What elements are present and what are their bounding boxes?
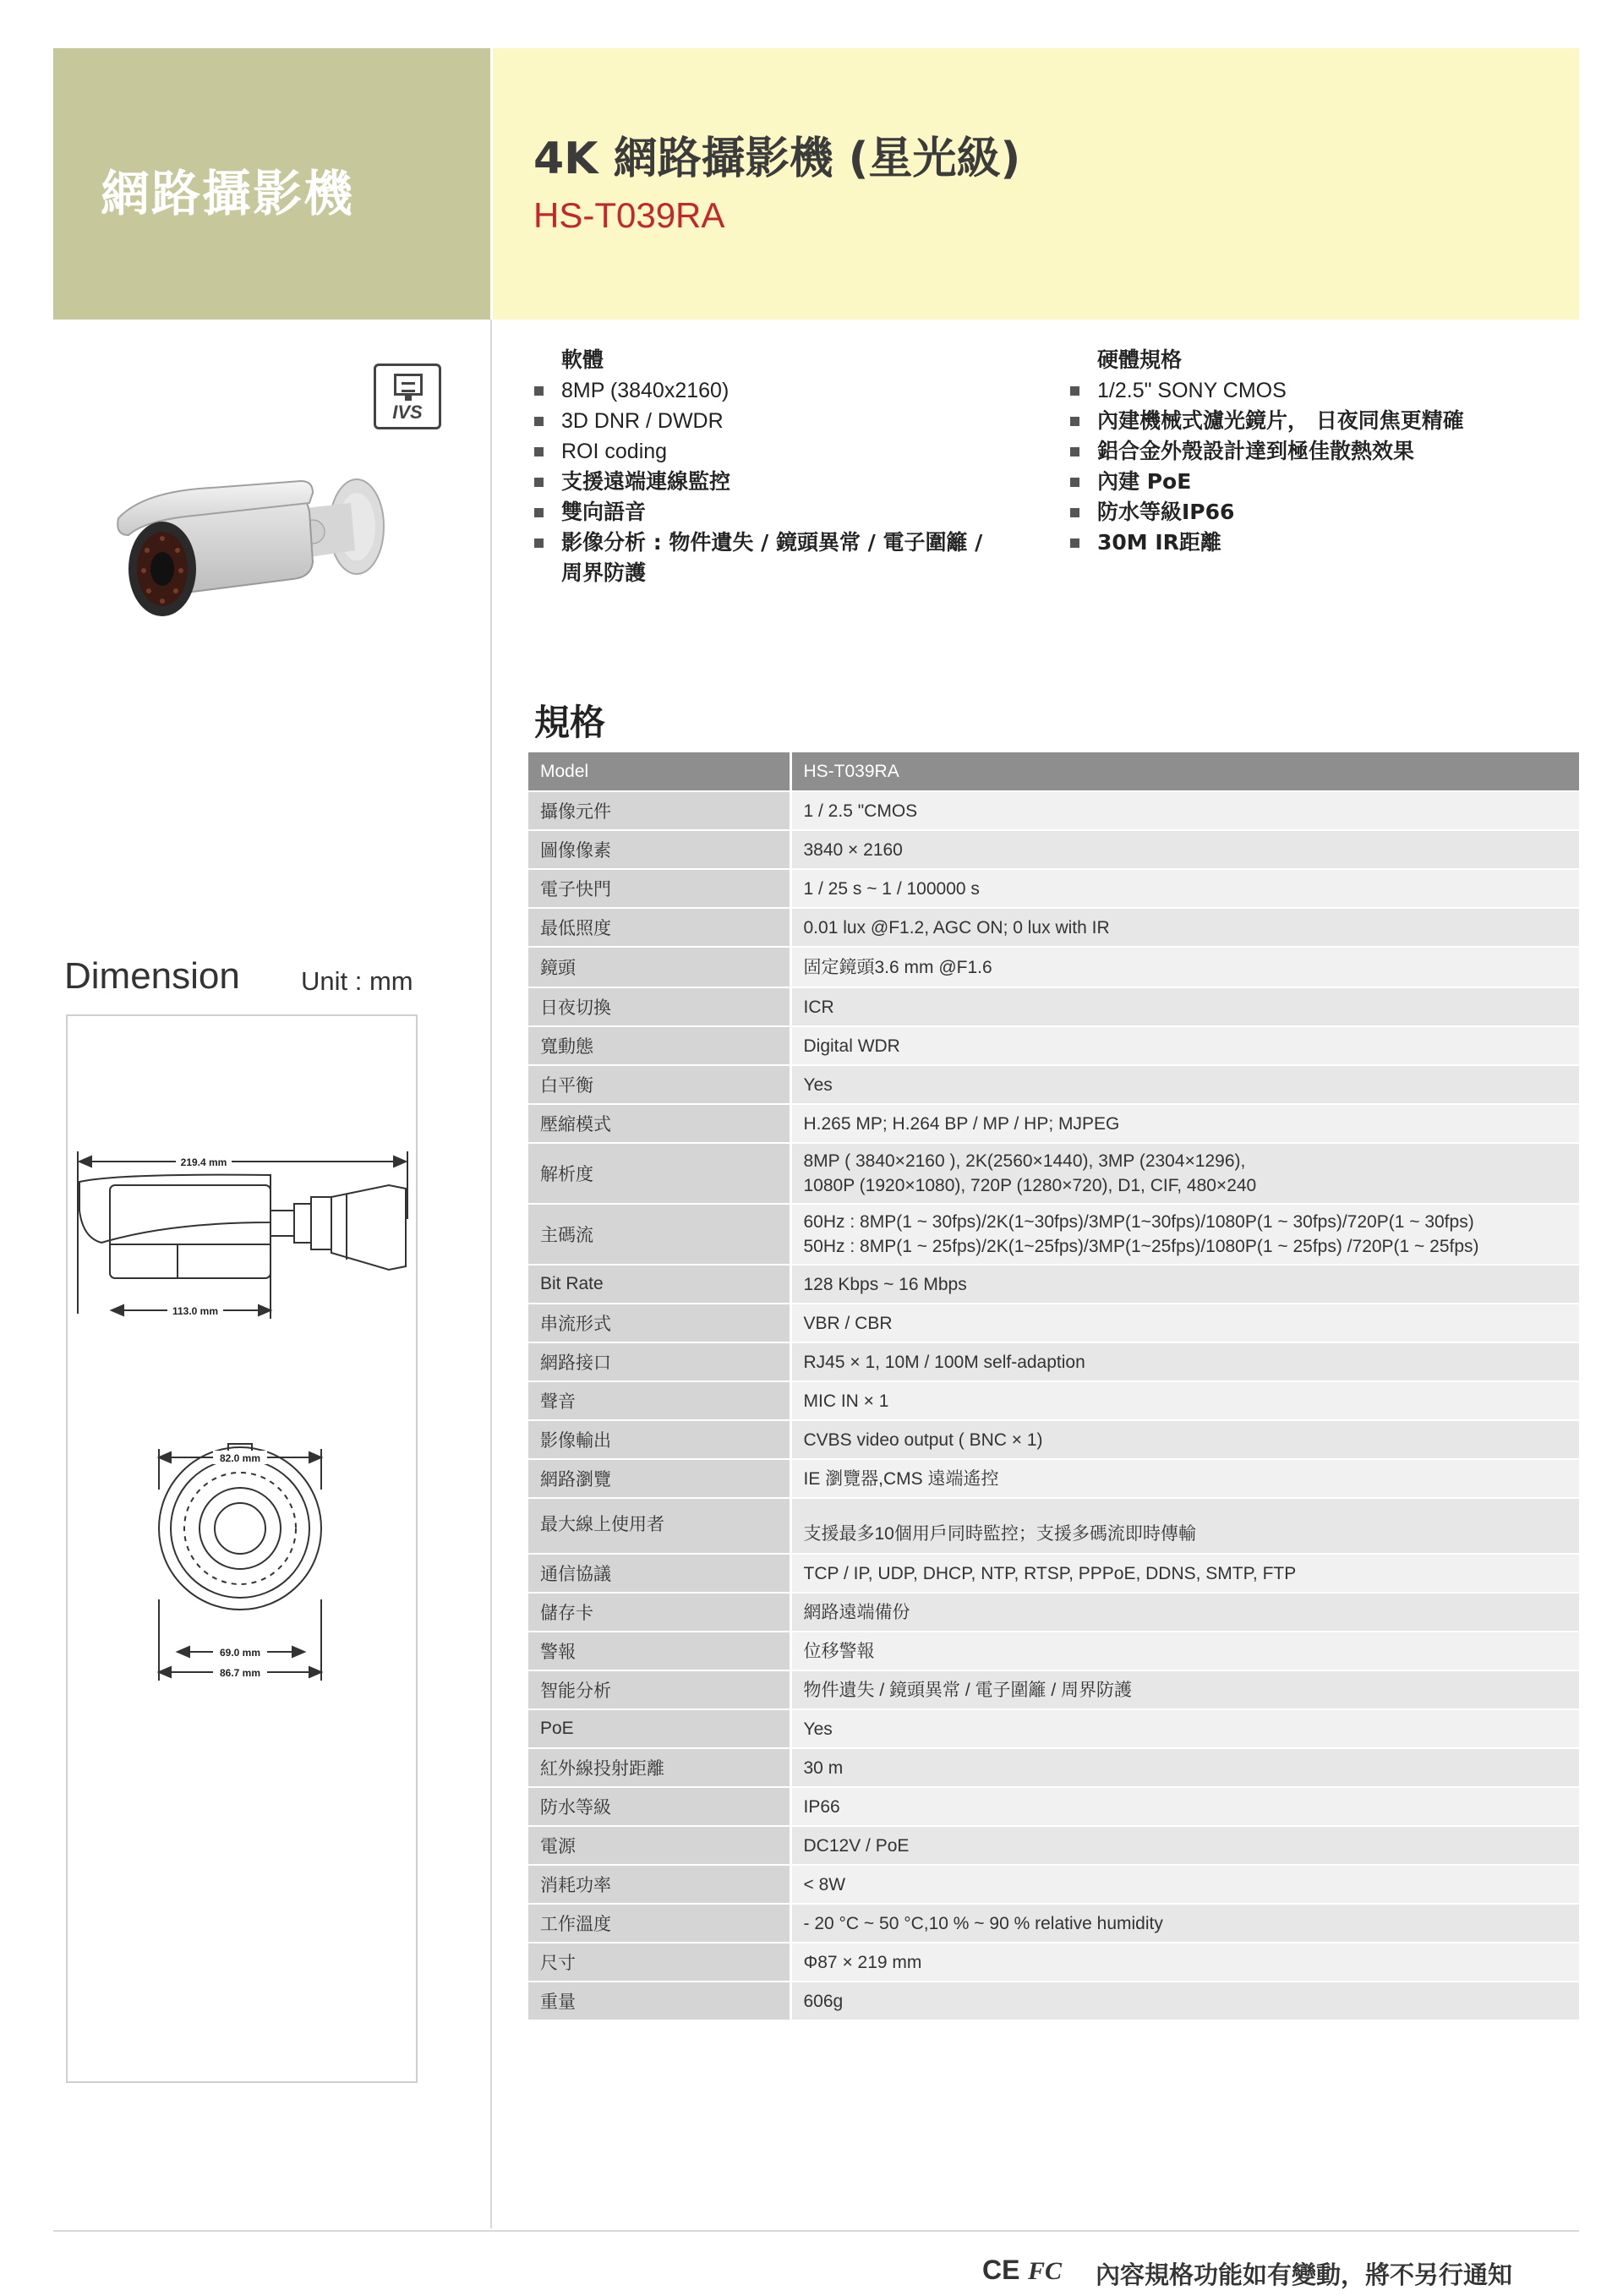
spec-value — [790, 1865, 1579, 1904]
spec-key: 儲存卡 — [528, 1593, 790, 1632]
spec-value — [790, 908, 1579, 947]
spec-value — [790, 1143, 1579, 1204]
spec-value-line: 支援最多10個用戶同時監控；支援多碼流即時傳輸 — [803, 1524, 1196, 1544]
spec-key: 網路瀏覽 — [528, 1459, 790, 1498]
spec-key: 消耗功率 — [528, 1865, 790, 1904]
spec-value — [790, 947, 1579, 987]
spec-value-line: Φ87 × 219 mm — [803, 1952, 922, 1972]
spec-key: 最低照度 — [528, 908, 790, 947]
dim-label-outer: 86.7 mm — [219, 1667, 261, 1679]
spec-value-line: 固定鏡頭3.6 mm @F1.6 — [803, 957, 992, 977]
spec-key: 網路接口 — [528, 1342, 790, 1381]
product-model: HS-T039RA — [533, 195, 725, 235]
spec-value-line: 網路遠端備份 — [803, 1602, 910, 1622]
feature-item: 內建機械式濾光鏡片， 日夜同焦更精確 — [1068, 406, 1576, 436]
spec-row — [528, 1787, 1579, 1826]
spec-value — [790, 1982, 1579, 2020]
spec-key: 主碼流 — [528, 1204, 790, 1265]
spec-key: 影像輸出 — [528, 1420, 790, 1459]
dimension-unit: Unit : mm — [301, 966, 413, 996]
feature-item: 8MP (3840x2160) — [533, 375, 1023, 406]
spec-value — [790, 1342, 1579, 1381]
spec-value — [790, 1420, 1579, 1459]
ce-mark: CE — [982, 2255, 1020, 2285]
spec-value — [790, 1593, 1579, 1632]
spec-value-line: 物件遺失 / 鏡頭異常 / 電子圍籬 / 周界防護 — [803, 1680, 1133, 1700]
dimension-svg — [68, 1016, 419, 2085]
spec-row — [528, 830, 1579, 869]
spec-value-line: < 8W — [803, 1874, 846, 1894]
feature-item: 影像分析 : 物件遺失 / 鏡頭異常 / 電子圍籬 / — [533, 528, 1023, 558]
spec-value-line: 位移警報 — [803, 1641, 875, 1661]
spec-value-line: Digital WDR — [803, 1036, 900, 1056]
spec-value-line: 1080P (1920×1080), 720P (1280×720), D1, CIF, 480×240 — [803, 1176, 1257, 1195]
spec-value — [790, 1943, 1579, 1982]
spec-row — [528, 1026, 1579, 1065]
spec-value-line: DC12V / PoE — [803, 1835, 910, 1856]
dimension-drawing — [66, 1014, 418, 2083]
spec-value — [790, 1748, 1579, 1787]
spec-key: 壓縮模式 — [528, 1104, 790, 1143]
spec-value-line: RJ45 × 1, 10M / 100M self-adaption — [803, 1352, 1085, 1372]
spec-row — [528, 1748, 1579, 1787]
spec-value — [790, 1498, 1579, 1554]
spec-key: 智能分析 — [528, 1670, 790, 1709]
dim-label-length: 219.4 mm — [180, 1156, 227, 1168]
spec-row — [528, 1709, 1579, 1748]
product-banner — [493, 48, 1579, 320]
spec-value — [790, 1104, 1579, 1143]
spec-value-line: MIC IN × 1 — [803, 1391, 889, 1411]
feature-item-continued: 周界防護 — [561, 560, 647, 585]
spec-value — [790, 1904, 1579, 1943]
spec-value-line: ICR — [803, 997, 834, 1017]
dimension-title: Dimension — [64, 955, 240, 997]
spec-value-line: IP66 — [803, 1796, 840, 1817]
spec-row — [528, 1670, 1579, 1709]
spec-row — [528, 1420, 1579, 1459]
spec-value-line: 8MP ( 3840×2160 ), 2K(2560×1440), 3MP (2304×1296), — [803, 1151, 1246, 1171]
spec-value — [790, 1554, 1579, 1593]
product-title: 4K 網路攝影機 (星光級) — [533, 134, 1021, 184]
spec-row — [528, 1982, 1579, 2020]
spec-value — [790, 752, 1579, 791]
camera-product-image — [110, 469, 397, 638]
spec-key: 解析度 — [528, 1143, 790, 1204]
spec-value-line: H.265 MP; H.264 BP / MP / HP; MJPEG — [803, 1113, 1120, 1134]
ivs-monitor-icon — [374, 364, 441, 429]
spec-row — [528, 752, 1579, 791]
spec-value-line: 0.01 lux @F1.2, AGC ON; 0 lux with IR — [803, 917, 1110, 938]
hardware-features — [1068, 345, 1576, 558]
column-divider — [490, 320, 492, 2228]
spec-value — [790, 1459, 1579, 1498]
spec-key: 白平衡 — [528, 1065, 790, 1104]
spec-key: 通信協議 — [528, 1554, 790, 1593]
spec-key: 聲音 — [528, 1381, 790, 1420]
spec-value — [790, 1381, 1579, 1420]
spec-key: 圖像像素 — [528, 830, 790, 869]
spec-key: 電源 — [528, 1826, 790, 1865]
feature-item: ROI coding — [533, 436, 1023, 467]
spec-value — [790, 1787, 1579, 1826]
spec-key: 防水等級 — [528, 1787, 790, 1826]
footer-note: 內容規格功能如有變動，將不另行通知 — [1096, 2260, 1513, 2289]
hardware-heading: 硬體規格 — [1097, 347, 1183, 372]
spec-value-line: 30 m — [803, 1758, 844, 1778]
spec-row — [528, 1143, 1579, 1204]
software-heading: 軟體 — [561, 347, 604, 372]
spec-value — [790, 1632, 1579, 1670]
spec-row — [528, 869, 1579, 908]
spec-value-line: 3840 × 2160 — [803, 839, 903, 860]
dim-label-body: 113.0 mm — [172, 1305, 219, 1317]
feature-item: 內建 PoE — [1068, 467, 1576, 497]
spec-key: 警報 — [528, 1632, 790, 1670]
footer-divider — [53, 2230, 1579, 2232]
spec-value-line: 60Hz : 8MP(1 ~ 30fps)/2K(1~30fps)/3MP(1~30fps)/1080P(1 ~ 30fps)/720P(1 ~ 30fps) — [803, 1212, 1474, 1232]
feature-item: 3D DNR / DWDR — [533, 406, 1023, 436]
category-title: 網路攝影機 — [101, 165, 355, 222]
spec-key: 寬動態 — [528, 1026, 790, 1065]
spec-key: 電子快門 — [528, 869, 790, 908]
spec-row — [528, 1342, 1579, 1381]
feature-item: 防水等級IP66 — [1068, 497, 1576, 528]
spec-key: PoE — [528, 1709, 790, 1748]
spec-value-line: Yes — [803, 1074, 833, 1095]
spec-row — [528, 1065, 1579, 1104]
spec-row — [528, 791, 1579, 830]
spec-row — [528, 1204, 1579, 1265]
spec-value-line: 606g — [803, 1991, 844, 2011]
spec-row — [528, 947, 1579, 987]
spec-value — [790, 791, 1579, 830]
feature-item: 1/2.5" SONY CMOS — [1068, 375, 1576, 406]
spec-value-line: 1 / 25 s ~ 1 / 100000 s — [803, 878, 980, 899]
spec-row — [528, 1381, 1579, 1420]
spec-key: 攝像元件 — [528, 791, 790, 830]
spec-key: 紅外線投射距離 — [528, 1748, 790, 1787]
spec-table — [528, 752, 1579, 2021]
spec-value-line: HS-T039RA — [803, 762, 899, 781]
spec-value-line: 1 / 2.5 "CMOS — [803, 801, 918, 821]
spec-row — [528, 1304, 1579, 1342]
spec-value — [790, 1204, 1579, 1265]
spec-value — [790, 1670, 1579, 1709]
spec-row — [528, 1865, 1579, 1904]
spec-row — [528, 1904, 1579, 1943]
spec-row — [528, 1826, 1579, 1865]
spec-row — [528, 1632, 1579, 1670]
spec-key: 鏡頭 — [528, 947, 790, 987]
spec-key: 日夜切換 — [528, 987, 790, 1026]
spec-row — [528, 1459, 1579, 1498]
spec-row — [528, 1265, 1579, 1304]
ce-fcc-mark-icon — [981, 2252, 1082, 2286]
spec-row — [528, 1943, 1579, 1982]
software-features — [533, 345, 1023, 588]
dim-label-front-width: 82.0 mm — [219, 1452, 261, 1464]
spec-value-line: CVBS video output ( BNC × 1) — [803, 1430, 1043, 1450]
spec-value — [790, 1826, 1579, 1865]
spec-value — [790, 1304, 1579, 1342]
spec-row — [528, 1554, 1579, 1593]
spec-value — [790, 1709, 1579, 1748]
spec-key: Bit Rate — [528, 1265, 790, 1304]
feature-item: 雙向語音 — [533, 497, 1023, 528]
feature-item: 鋁合金外殼設計達到極佳散熱效果 — [1068, 436, 1576, 467]
spec-key: Model — [528, 752, 790, 791]
side-view-drawing — [78, 1151, 407, 1319]
spec-value — [790, 830, 1579, 869]
spec-value-line: 128 Kbps ~ 16 Mbps — [803, 1274, 967, 1294]
feature-item: 30M IR距離 — [1068, 528, 1576, 558]
spec-row — [528, 1498, 1579, 1554]
spec-value — [790, 1026, 1579, 1065]
spec-value — [790, 869, 1579, 908]
spec-key: 串流形式 — [528, 1304, 790, 1342]
spec-value-line: VBR / CBR — [803, 1313, 893, 1333]
spec-heading: 規格 — [534, 702, 606, 743]
spec-value — [790, 1265, 1579, 1304]
spec-key: 工作溫度 — [528, 1904, 790, 1943]
spec-value-line: - 20 °C ~ 50 °C,10 % ~ 90 % relative humidity — [803, 1913, 1163, 1933]
spec-value-line: IE 瀏覽器,CMS 遠端遙控 — [803, 1468, 999, 1489]
spec-value-line: Yes — [803, 1719, 833, 1739]
spec-value — [790, 1065, 1579, 1104]
spec-row — [528, 987, 1579, 1026]
spec-value-line: TCP / IP, UDP, DHCP, NTP, RTSP, PPPoE, DDNS, SMTP, FTP — [803, 1563, 1297, 1583]
spec-value — [790, 987, 1579, 1026]
spec-row — [528, 1104, 1579, 1143]
category-banner — [53, 48, 490, 320]
spec-value-line: 50Hz : 8MP(1 ~ 25fps)/2K(1~25fps)/3MP(1~25fps)/1080P(1 ~ 25fps) /720P(1 ~ 25fps) — [803, 1237, 1479, 1256]
spec-row — [528, 908, 1579, 947]
feature-item: 支援遠端連線監控 — [533, 467, 1023, 497]
spec-key: 重量 — [528, 1982, 790, 2020]
spec-key: 最大線上使用者 — [528, 1498, 790, 1554]
ivs-label: IVS — [392, 402, 423, 423]
dim-label-inner: 69.0 mm — [219, 1647, 261, 1659]
spec-key: 尺寸 — [528, 1943, 790, 1982]
spec-row — [528, 1593, 1579, 1632]
fcc-mark: FC — [1028, 2257, 1063, 2285]
